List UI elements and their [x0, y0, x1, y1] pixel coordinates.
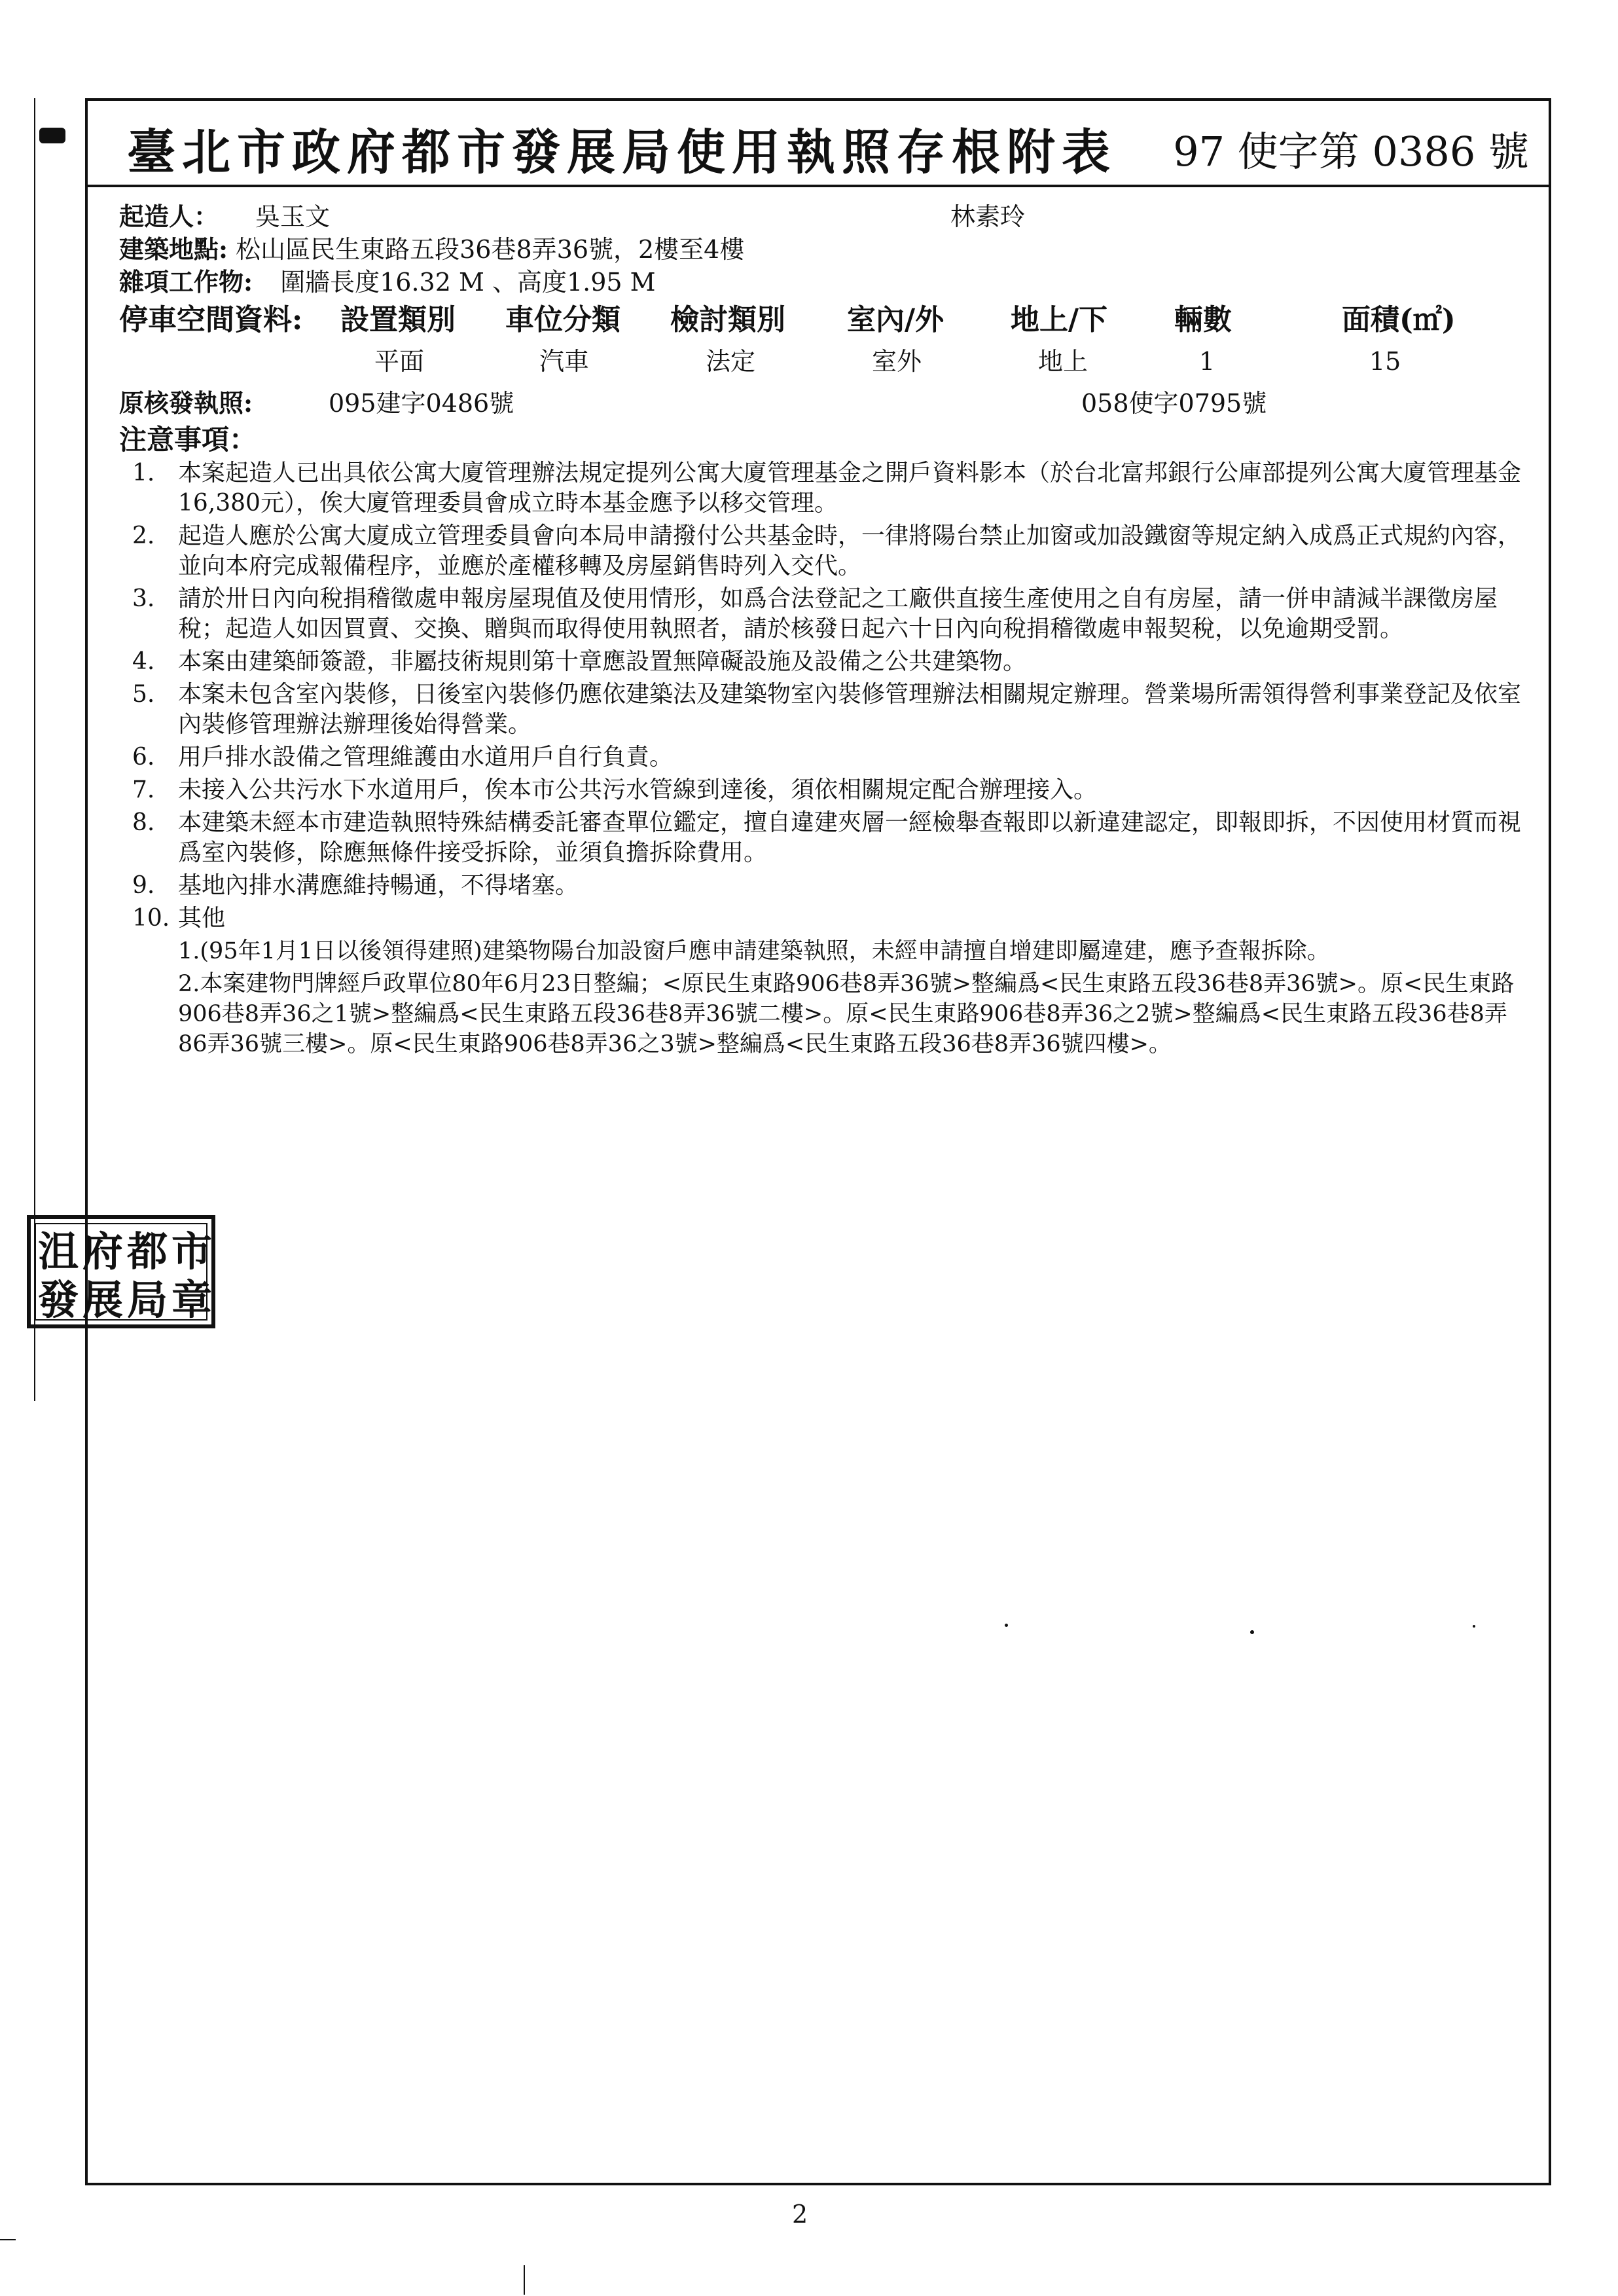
note-text: 本案起造人已出具依公寓大廈管理辦法規定提列公寓大廈管理基金之開戶資料影本（於台北富邦銀行公庫部提列公寓大廈管理基金16,380元），俟大廈管理委員會成立時本基金應予以移交管理。: [178, 460, 1522, 517]
note-number: 3.: [132, 585, 155, 612]
form-content: [119, 200, 1522, 1059]
site-value: 松山區民生東路五段36巷8弄36號，2樓至4樓: [236, 235, 745, 264]
note-item: [119, 584, 1522, 644]
note-text: 本建築未經本市建造執照特殊結構委託審查單位鑑定，擅自違建夾層一經檢舉查報即以新違建認定，即報即拆，不因使用材質而視爲室內裝修，除應無條件接受拆除，並須負擔拆除費用。: [178, 809, 1522, 866]
note-item: [119, 458, 1522, 519]
scan-artifact-left-line: [34, 98, 35, 1401]
note-text: 起造人應於公寓大廈成立管理委員會向本局申請撥付公共基金時，一律將陽台禁止加窗或加設鐵窗等規定納入成爲正式規約內容，並向本府完成報備程序，並應於產權移轉及房屋銷售時列入交代。: [178, 522, 1522, 579]
site-row: [119, 233, 1522, 266]
parking-label: 停車空間資料:: [119, 303, 303, 337]
site-label: 建築地點:: [119, 234, 228, 264]
note-number: 10.: [132, 905, 170, 932]
seal-char: 府: [82, 1228, 124, 1275]
original-permit-value-2: 058使字0795號: [1081, 389, 1267, 418]
parking-header-review: 檢討類別: [670, 303, 785, 337]
misc-work-row: [119, 266, 1522, 299]
official-seal-stamp: [26, 1214, 216, 1329]
misc-work-value: 圍牆長度16.32 M 、高度1.95 M: [280, 268, 656, 297]
notes-list: [119, 458, 1522, 1059]
other-item-1: 1.(95年1月1日以後領得建照)建築物陽台加設窗戶應申請建築執照，未經申請擅自增建即屬違建，應予查報拆除。: [178, 938, 1330, 964]
parking-value-review: 法定: [706, 347, 756, 376]
seal-char: 沮: [38, 1228, 79, 1275]
note-item: [119, 647, 1522, 677]
note-number: 2.: [132, 522, 155, 549]
note-number: 5.: [132, 681, 155, 708]
scan-artifact-top-mark: [39, 128, 65, 143]
notes-title: 注意事項：: [119, 424, 257, 456]
original-permit-value-1: 095建字0486號: [329, 389, 514, 418]
parking-header-count: 輛數: [1174, 303, 1232, 337]
seal-char: 展: [82, 1276, 124, 1324]
seal-char: 市: [171, 1228, 213, 1275]
note-item: [119, 871, 1522, 901]
note-number: 4.: [132, 648, 155, 675]
builder-label: 起造人：: [119, 202, 219, 231]
parking-value-setup: 平面: [374, 347, 425, 376]
seal-char: 發: [38, 1276, 79, 1324]
note-text: 請於卅日內向稅捐稽徵處申報房屋現值及使用情形，如爲合法登記之工廠供直接生產使用之自有房屋，請一併申請減半課徵房屋稅；起造人如因買賣、交換、贈與而取得使用執照者，請於核發日起六十日內向稅捐稽徵處申報契稅，以免逾期受罰。: [178, 585, 1498, 642]
seal-char: 章: [171, 1276, 213, 1324]
permit-number: 97 使字第 0386 號: [1173, 128, 1529, 175]
note-text: 未接入公共污水下水道用戶，俟本市公共污水管線到達後，須依相關規定配合辦理接入。: [178, 776, 1098, 803]
note-text: 基地內排水溝應維持暢通，不得堵塞。: [178, 872, 579, 899]
document-title: 臺北市政府都市發展局使用執照存根附表: [127, 124, 1117, 181]
note-item: [119, 742, 1522, 773]
other-item-2: 2.本案建物門牌經戶政單位80年6月23日整編；<原民生東路906巷8弄36號>整編爲<民生東路五段36巷8弄36號>。原<民生東路906巷8弄36之1號>整編爲<民生東路五段36巷8弄36號二樓>。原<民生東路906巷8弄36之2號>整編爲<民生東路五段36巷8弄86弄36號三樓>。原<民生東路906巷8弄36之3號>整編爲<民生東路五段36巷8弄36號四樓>。: [178, 971, 1515, 1057]
misc-work-label: 雜項工作物:: [119, 267, 253, 297]
note-text: 本案未包含室內裝修，日後室內裝修仍應依建築法及建築物室內裝修管理辦法相關規定辦理。營業場所需領得營利事業登記及依室內裝修管理辦法辦理後始得營業。: [178, 681, 1522, 738]
parking-header-indoor: 室內/外: [847, 303, 944, 337]
parking-value-indoor: 室外: [872, 347, 922, 376]
parking-value-area: 15: [1369, 347, 1401, 376]
note-item: [119, 903, 1522, 934]
scan-artifact-bottom-dash: [0, 2239, 16, 2240]
note-number: 9.: [132, 872, 155, 899]
parking-value-space: 汽車: [539, 347, 590, 376]
title-row: [88, 101, 1549, 187]
note-number: 1.: [132, 460, 155, 486]
parking-header-level: 地上/下: [1011, 303, 1108, 337]
note-item: [119, 680, 1522, 740]
seal-char: 局: [127, 1276, 168, 1324]
parking-value-count: 1: [1199, 347, 1215, 376]
note-text: 本案由建築師簽證，非屬技術規則第十章應設置無障礙設施及設備之公共建築物。: [178, 648, 1027, 675]
builder-row: [119, 200, 1522, 233]
parking-values-row: [119, 342, 1522, 381]
original-permit-row: [119, 385, 1522, 422]
parking-header-row: [119, 299, 1522, 342]
seal-char: 都: [127, 1228, 168, 1275]
page-number: 2: [792, 2200, 808, 2229]
note-text: 其他: [178, 905, 226, 932]
note-number: 8.: [132, 809, 155, 836]
note-item: [119, 775, 1522, 805]
scan-artifact-dot: [1250, 1630, 1254, 1634]
scan-artifact-bottom-line: [524, 2265, 525, 2295]
form-frame: [85, 98, 1551, 2185]
scan-artifact-dot: [1005, 1624, 1008, 1627]
note-number: 6.: [132, 744, 155, 771]
note-item: [119, 808, 1522, 868]
note-text: 用戶排水設備之管理維護由水道用戶自行負責。: [178, 744, 674, 771]
note-item: [119, 521, 1522, 581]
parking-value-level: 地上: [1038, 347, 1088, 376]
scan-artifact-dot: [1473, 1625, 1475, 1628]
builder-name-1: 吳玉文: [255, 202, 331, 231]
builder-name-2: 林素玲: [950, 202, 1026, 231]
parking-header-space: 車位分類: [505, 303, 620, 337]
parking-header-area: 面積(㎡): [1342, 303, 1456, 337]
original-permit-label: 原核發執照:: [119, 388, 253, 418]
note-number: 7.: [132, 776, 155, 803]
parking-header-setup: 設置類別: [340, 303, 456, 337]
